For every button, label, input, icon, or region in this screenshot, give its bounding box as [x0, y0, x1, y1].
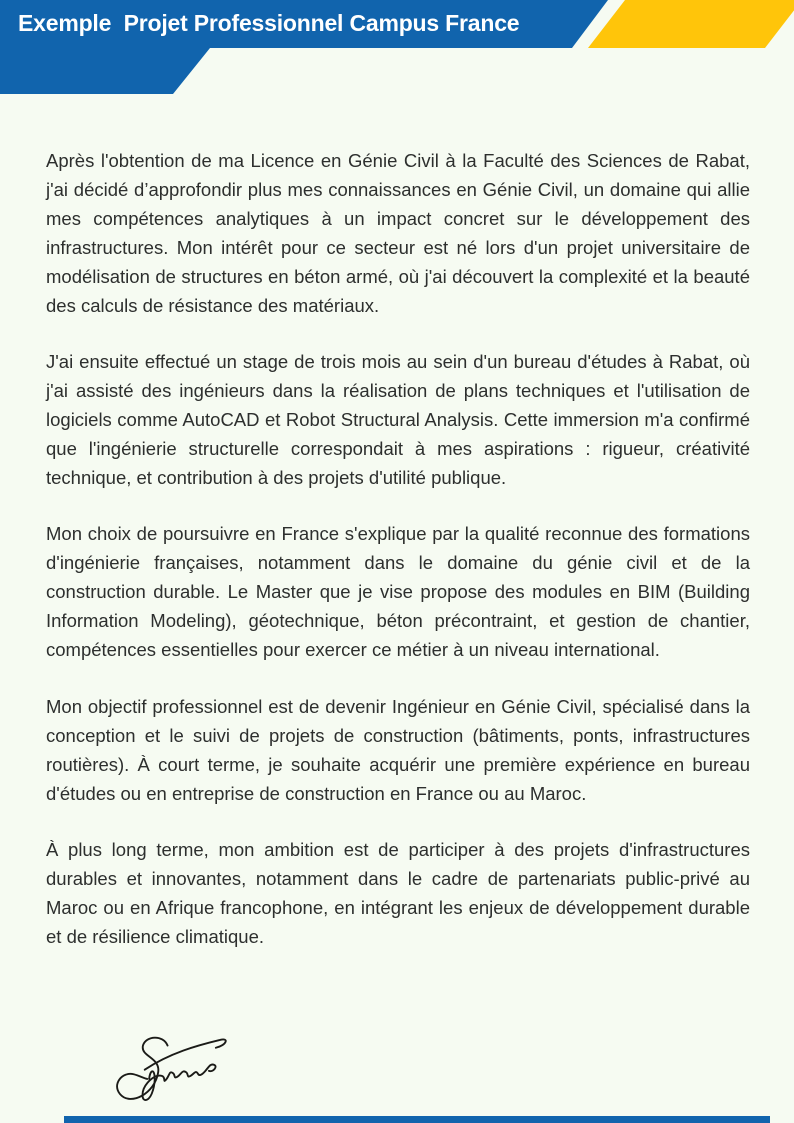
paragraph: Mon objectif professionnel est de devenir Ingénieur en Génie Civil, spécialisé dans la conception et le suivi de projets de construction (bâtiments, ponts, infrastructures routières). À court terme, je souhaite acquérir une première expérience en bureau d'études ou en entreprise de construction en France ou au Maroc.: [46, 695, 750, 804]
page-title: Exemple Projet Professionnel Campus France: [18, 10, 520, 36]
letter-body: [0, 94, 794, 978]
header-yellow-ribbon: [588, 0, 794, 48]
header-banner: [0, 0, 794, 94]
paragraph: À plus long terme, mon ambition est de participer à des projets d'infrastructures durables et innovantes, notamment dans le cadre de partenariats public-privé au Maroc ou en Afrique francophone, en intégrant les enjeux de développement durable et de résilience climatique.: [46, 838, 750, 947]
paragraph: Mon choix de poursuivre en France s'explique par la qualité reconnue des formations d'ingénierie françaises, notamment dans le domaine du génie civil et de la construction durable. Le Master que je vise propose des modules en BIM (Building Information Modeling), géotechnique, béton précontraint, et gestion de chantier, compétences essentielles pour exercer ce métier à un niveau international.: [46, 523, 750, 661]
signature-image: [87, 1019, 253, 1116]
paragraph: Après l'obtention de ma Licence en Génie Civil à la Faculté des Sciences de Rabat, j'ai décidé d’approfondir plus mes connaissances en Génie Civil, un domaine qui allie mes compétences analytiques à un impact concret sur le développement des infrastructures. Mon intérêt pour ce secteur est né lors d'un projet universitaire de modélisation de structures en béton armé, où j'ai découvert la complexité et la beauté des calculs de résistance des matériaux.: [46, 150, 750, 317]
paragraph: J'ai ensuite effectué un stage de trois mois au sein d'un bureau d'études à Rabat, où j'ai assisté des ingénieurs dans la réalisation de plans techniques et l'utilisation de logiciels comme AutoCAD et Robot Structural Analysis. Cette immersion m'a confirmé que l'ingénierie structurelle correspondait à mes aspirations : rigueur, créativité technique, et contribution à des projets d'utilité publique.: [46, 351, 750, 489]
footer-accent-bar: [64, 1116, 770, 1123]
signature-stroke: [141, 1064, 218, 1100]
